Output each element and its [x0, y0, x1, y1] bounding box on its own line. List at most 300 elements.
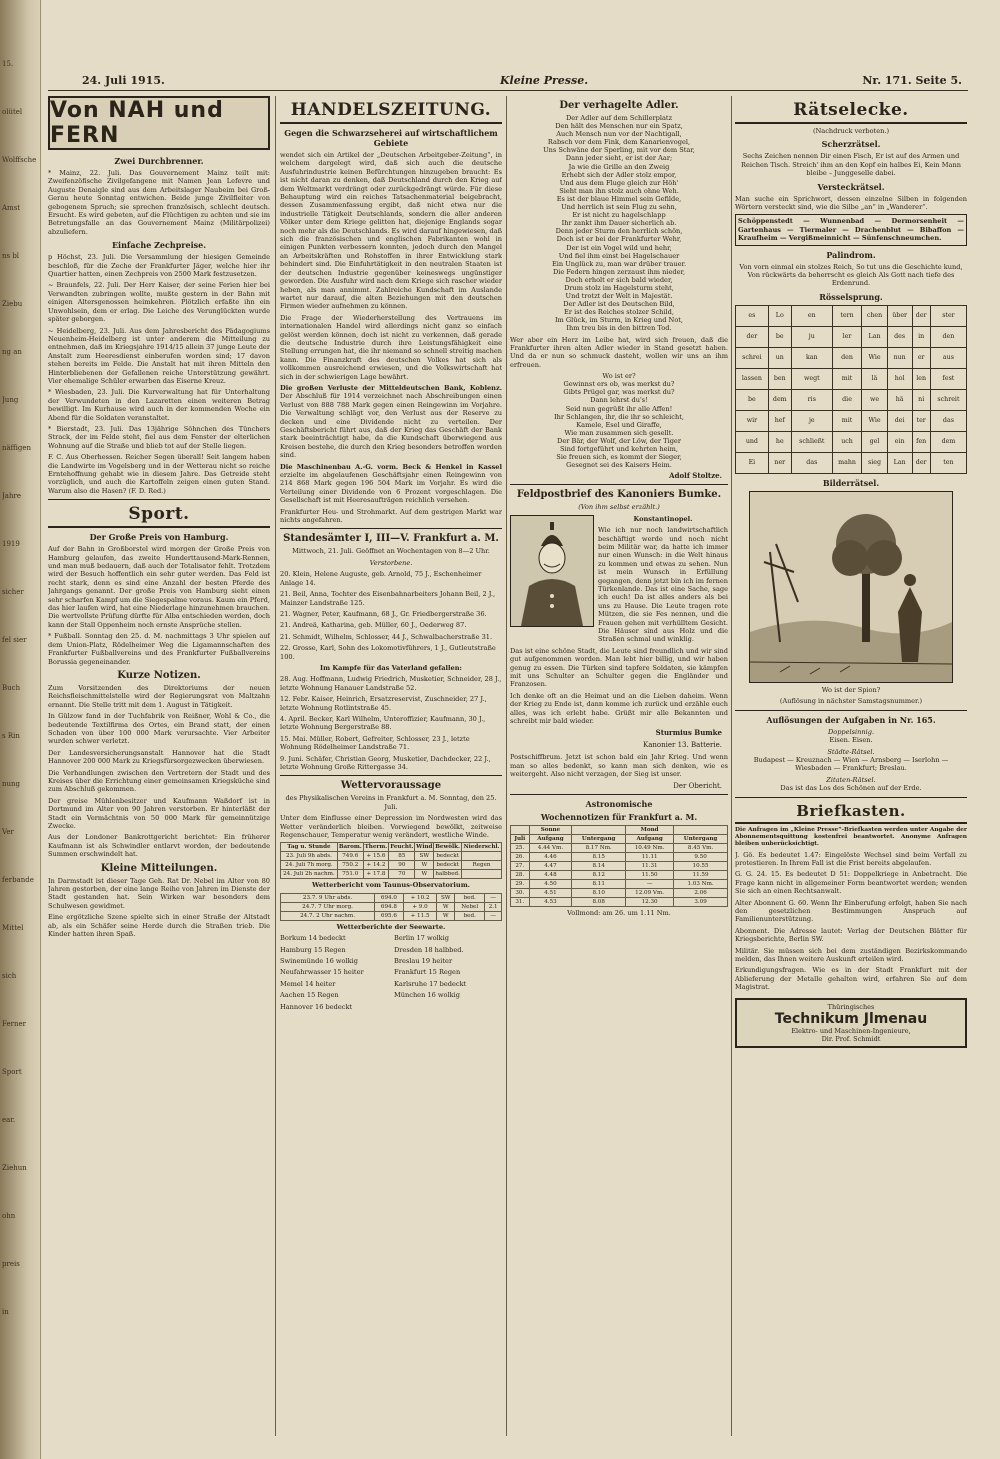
subheadline: Im Kampfe für das Vaterland gefallen:	[320, 663, 462, 672]
table-cell: 28.	[511, 870, 530, 879]
paragraph: Wo ist er?	[602, 372, 636, 381]
table-row	[511, 843, 728, 852]
divider	[735, 710, 967, 711]
article	[48, 684, 270, 859]
spine-fragment: preis	[2, 1260, 20, 1268]
table-cell: 8.15	[572, 852, 626, 861]
table-cell: schrei	[736, 347, 769, 368]
section-logo-von-nah-und-fern: Von NAH und FERN	[48, 96, 270, 150]
table-cell: nun	[887, 347, 912, 368]
table-row	[511, 825, 728, 834]
paragraph: In Gülzow fand in der Tuchfabrik von Reißner, Wohl & Co., die bedeutende Textilfirma des Ortes, ein Brand statt, der einen Schaden von über 100 000 Mark verursachte. Vier Arbeiter wurden schwer verletzt.	[48, 712, 270, 746]
masthead	[48, 72, 968, 91]
column-rule	[275, 96, 276, 1436]
table-cell: SW	[437, 893, 455, 902]
letter-block	[510, 515, 728, 647]
paragraph: Ein Unglück zu, man war drüber trauer.	[551, 259, 687, 268]
table-cell: 27.	[511, 861, 530, 870]
paragraph: Aus der Londoner Bankrottgericht berichtet: Ein früherer Kaufmann ist als Schwindler entlarvt worden, der bedeutende Summen erschwindelt hat.	[48, 833, 270, 859]
spine-fragment: Mittel	[2, 924, 24, 932]
paragraph: 28. Aug. Hoffmann, Ludwig Friedrich, Musketier, Schneider, 28 J., letzte Wohnung Hanauer Landstraße 52.	[280, 675, 502, 692]
table-cell: und	[736, 431, 769, 452]
table-cell: ju	[791, 326, 832, 347]
table-cell: 24.7. 7 Uhr morg.	[281, 902, 375, 911]
table-cell: 11.50	[626, 870, 674, 879]
letter-signature: Sturmius Bumke	[655, 728, 722, 738]
table-cell: wegt	[791, 368, 832, 389]
table-cell: 8.17 Nm.	[572, 843, 626, 852]
table-cell: len	[912, 368, 930, 389]
paragraph: Ihm treu bis in den bittren Tod.	[566, 324, 672, 333]
spine-fragment: olütel	[2, 108, 23, 116]
table-cell: mahn	[832, 452, 861, 473]
paragraph: ~ Heidelberg, 23. Juli. Aus dem Jahresbericht des Pädagogiums Neuenheim-Heidelberg ist unter anderem die Mitteilung zu entnehmen, daß im Kriegsjahre 1914/15 allein 37 junge Leute der Anstalt zum Heeresdienst einberufen worden sind; 17 davon stehen bereits im Felde. Die Anstalt hat mit ihren Mitteln den Hinterbliebenen der Gefallenen reiche Unterstützung gewährt. Vier ehemalige Schüler erwarben das Eiserne Kreuz.	[48, 326, 270, 385]
letter-text: Postschiffbrum. Jetzt ist schon bald ein Jahr Krieg. Und wenn man so alles bedenkt, so kann man sich denken, wie es weitergeht. Also nicht verzagen, der Sieg ist unser.	[510, 753, 728, 779]
article	[48, 253, 270, 278]
table-row	[511, 879, 728, 888]
table-cell: 70	[389, 870, 415, 879]
table-row	[736, 326, 967, 347]
table-cell: ris	[791, 389, 832, 410]
table-row	[281, 911, 502, 920]
table-cell: 8.45 Vm.	[674, 843, 728, 852]
divider	[280, 528, 502, 529]
paragraph: Dann jeder sieht, er ist der Aar;	[565, 154, 673, 163]
roesselsprung-grid	[735, 305, 967, 474]
paragraph: Berlin 17 wolkig	[394, 934, 449, 943]
paragraph: Die Federn hingen zerzaust ihm nieder,	[552, 267, 686, 276]
advertisement-technikum	[735, 998, 967, 1048]
table-cell: hef	[768, 410, 791, 431]
table-cell: 25.	[511, 843, 530, 852]
article	[48, 545, 270, 666]
paragraph: 21. Schmidt, Wilhelm, Schlosser, 44 J., Schwalbacherstraße 31.	[280, 632, 493, 641]
letter-text: Ich denke oft an die Heimat und an die Lieben daheim. Wenn der Krieg zu Ende ist, dann komme ich zurück und erzähle euch alles, was ich erlebt habe. Grüßt mir alle Bekannten und schreibt mir bald wieder.	[510, 691, 728, 726]
paragraph: Hamburg 15 Regen	[280, 945, 346, 954]
paragraph: Memel 14 heiter	[280, 979, 336, 988]
table-row	[736, 452, 967, 473]
table-row	[511, 852, 728, 861]
table-cell: Wie	[862, 347, 888, 368]
table-cell: + 15.6	[363, 852, 389, 861]
divider	[280, 775, 502, 776]
paragraph: Der greise Mühlenbesitzer und Kaufmann Waßdorf ist in Dortmund im Alter von 90 Jahren verstorben. Er hinterläßt der Stadt ein Vermächtnis von 50 000 Mark für gemeinnützige Zwecke.	[48, 796, 270, 830]
table-cell: 23. Juli 9h abds.	[281, 852, 338, 861]
paragraph: München 16 wolkig	[394, 991, 460, 1000]
headline: Astronomische	[585, 798, 653, 809]
table-cell: halbbed.	[435, 871, 460, 878]
solution-text: Eisen. Eisen.	[829, 736, 873, 745]
subheadline: Wetterberichte der Seewarte.	[336, 922, 446, 931]
section-title-handelszeitung: HANDELSZEITUNG.	[280, 100, 502, 124]
paragraph: Ja wie die Grille an den Zweig	[568, 162, 670, 171]
table-cell: 31.	[511, 897, 530, 906]
table-cell: 10.55	[674, 861, 728, 870]
spine-fragment: ferbande	[2, 876, 34, 884]
spine-fragment: ear.	[2, 1116, 16, 1124]
table-cell: 694.0	[375, 893, 404, 902]
puzzle-note: (Auflösung in nächster Samstagsnummer.)	[779, 697, 923, 706]
table-cell: hä	[887, 389, 912, 410]
table-cell: 8.12	[572, 870, 626, 879]
table-cell	[462, 870, 502, 879]
table-row	[511, 897, 728, 906]
table-cell: bed.	[455, 911, 485, 920]
paragraph: Doch ist er bei der Frankfurter Wehr,	[556, 235, 682, 244]
table-cell: gel	[862, 431, 888, 452]
binding-spine	[0, 0, 41, 1459]
table-row	[281, 870, 502, 879]
table-row	[511, 834, 728, 843]
table-cell: Untergang	[572, 834, 626, 843]
paragraph: * Fußball. Sonntag den 25. d. M. nachmittags 3 Uhr spielen auf dem Union-Platz, Rödelheimer Weg die Ligamannschaften des Frankfurter Fußballvereins und des Frankfurter Fußballvereins Borussia gegeneinander.	[48, 632, 270, 666]
table-cell: 1.03 Nm.	[674, 879, 728, 888]
paragraph: Der Bär, der Wolf, der Löw, der Tiger	[557, 436, 681, 445]
table-cell: SW	[415, 852, 434, 861]
table-cell	[511, 825, 530, 834]
column-puzzles	[735, 96, 967, 1436]
table-cell: ster	[930, 305, 966, 326]
puzzle-title: Rösselsprung.	[819, 291, 883, 302]
solutions-title: Auflösungen der Aufgaben in Nr. 165.	[766, 714, 936, 725]
table-cell: fest	[930, 368, 966, 389]
astronomical-note: Vollmond: am 26. um 1.11 Nm.	[567, 908, 671, 917]
table-cell: Ei	[736, 452, 769, 473]
table-cell: bedeckt	[434, 861, 462, 870]
table-row	[736, 389, 967, 410]
spine-fragment: Amst	[2, 204, 21, 212]
table-cell: dem	[930, 431, 966, 452]
paragraph: Breslau 19 heiter	[394, 957, 453, 966]
market-note: Frankfurter Heu- und Strohmarkt. Auf dem gestrigen Markt war nichts angefahren.	[280, 507, 502, 525]
paragraph: Dann lehrst du's!	[590, 396, 648, 405]
paragraph: Wie man zusammen sich gesellt.	[564, 428, 674, 437]
paragraph: Seid nun gegrüßt ihr alle Affen!	[565, 404, 673, 413]
table-cell: der	[912, 452, 930, 473]
briefkasten-note: Die Anfragen im „Kleine Presse“-Briefkasten werden unter Angabe der Abonnementsquittung kostenfrei beantwortet. Anonyme Anfragen bleiben unberücksichtigt.	[735, 826, 967, 847]
spine-fragment: s Rin	[2, 732, 20, 740]
paragraph: Und fiel ihm einst bei Hagelschauer	[558, 251, 680, 260]
paragraph: Gibts Prügel gar, was merkst du?	[563, 388, 675, 397]
seewarte-list	[280, 934, 502, 1011]
letter-signature-editor: Der Obericht.	[673, 781, 722, 790]
table-cell: 8.08	[572, 897, 626, 906]
paragraph: Borkum 14 bedeckt	[280, 934, 346, 943]
table-cell: je	[791, 410, 832, 431]
table-cell: he	[768, 431, 791, 452]
paragraph: Es ist der blaue Himmel sein Gefilde,	[556, 194, 682, 203]
soldier-portrait-illustration	[510, 515, 594, 627]
puzzle-words: Schöppenstedt — Wunnenbad — Dermorsenheit — Gartenhaus — Tiermaler — Drachenblut — Bibaffon — Kraufheim — Vergißmeinnicht — Sünfenschneumchen.	[735, 214, 967, 245]
paragraph: Und aus dem Fluge gleich zur Höh'	[559, 178, 679, 187]
table-row	[736, 410, 967, 431]
table-cell: aus	[930, 347, 966, 368]
letter-heading: Konstantinopel.	[633, 514, 693, 523]
headline: Der Große Preis von Hamburg.	[89, 532, 229, 543]
table-cell: 2.06	[674, 888, 728, 897]
article	[48, 877, 270, 939]
paragraph: 15. Mai. Müller, Robert, Gefreiter, Schlosser, 23 J., letzte Wohnung Rödelheimer Landstraße 71.	[280, 734, 470, 752]
table-cell: 4.44 Vm.	[529, 843, 572, 852]
table-cell: 8.11	[572, 879, 626, 888]
table-cell	[674, 825, 728, 834]
table-cell: Therm.	[364, 844, 388, 851]
spine-fragment: nung	[2, 780, 21, 788]
table-cell: 30.	[511, 888, 530, 897]
table-cell: Nebel	[455, 902, 485, 911]
solution-label: Doppelsinnig.	[827, 727, 875, 736]
paragraph: Auf der Bahn in Großborstel wird morgen der Große Preis von Hamburg gelaufen, das zweite Hunderttausend-Mark-Rennen, und man muß bedauern, daß auch der Totalisator fehlt. Trotzdem wird der Besuch hoffentlich ein sehr guter werden. Das Feld ist recht stark, denn es sind eine Anzahl der besten Pferde des Jahrgangs genannt. Der große Preis von Hamburg sieht einen sehr scharfen Kampf um die Siegespalme voraus. Kaum ein Pferd, das hier laufen wird, hat eine Niederlage hinzunehmen brauchen. Die wertvollste Prüfung dürfte für Alba entschieden werden, doch kann der Stall Oppenheim noch ernste Ansprüche stellen.	[48, 545, 270, 629]
spine-fragment: ohn	[2, 1212, 16, 1220]
paragraph: * Mainz, 22. Juli. Das Gouvernement Mainz teilt mit: Zweifenzöfische Zivilgefangene mit Namen Jean Lefevre und Auguste Denaigle sind aus dem Arbeitslager Naubeim bei Groß-Gerau heute Sonntag entwichen. Beide junge Zivilfleiter von gebogenem Spruch; sie sprechen französisch, schlecht deutsch. Ersucht. Es wird gebeten, auf die Flüchtigen zu achten und sie im Betretungsfalle an das Gouvernement Mainz (Militärpolizei) abzuliefern.	[48, 169, 270, 236]
table-cell: Lan	[862, 326, 888, 347]
paragraph: Gewinnst ers ob, was merkst du?	[563, 380, 675, 389]
picture-puzzle-illustration	[749, 491, 953, 683]
paragraph: Denn jeder Sturm den herrlich schön,	[555, 227, 683, 236]
paragraph: Doch erholt er sich bald wieder,	[565, 275, 673, 284]
article	[48, 169, 270, 236]
divider	[510, 484, 728, 485]
puzzle-title: Palindrom.	[826, 249, 876, 260]
table-cell: 11.59	[674, 870, 728, 879]
paragraph: Den hält des Menschen nur ein Spatz,	[555, 122, 683, 131]
table-cell: bed.	[455, 893, 485, 902]
headline: Die großen Verluste der Mitteldeutschen Bank, Koblenz.	[280, 383, 502, 392]
table-cell: chen	[862, 305, 888, 326]
table-cell: —	[485, 911, 502, 920]
paragraph: Gesegnet sei des Kaisers Heim.	[566, 461, 672, 470]
ad-title: Technikum Jlmenau	[774, 1010, 928, 1027]
landscape-tree-icon	[750, 492, 952, 682]
spine-fragment: Buch	[2, 684, 21, 692]
table-cell: Aufgang	[529, 834, 572, 843]
table-cell: 23.7. 9 Uhr abds.	[281, 893, 375, 902]
puzzle-title: Versteckrätsel.	[817, 181, 885, 192]
paragraph: Erkundigungsfragen. Wie es in der Stadt Frankfurt mit der Ablieferung der Metalle gehalten wird, erfahren Sie auf dem Magistrat.	[735, 966, 967, 992]
paragraph: Und herrlich ist sein Flug zu sehn,	[561, 203, 677, 212]
column-rule	[506, 96, 507, 1436]
table-cell	[572, 825, 626, 834]
table-cell: 24. Juli 2h nachm.	[281, 870, 338, 879]
table-cell: 12.30	[626, 897, 674, 906]
paragraph: Der Landesversicherungsanstalt Hannover hat die Stadt Hannover 200 000 Mark zu Kriegsfürsorgezwecken überwiesen.	[48, 748, 270, 766]
headline: Zwei Durchbrenner.	[114, 156, 204, 166]
masthead-paper-name: Kleine Presse.	[500, 74, 589, 87]
table-cell: das	[930, 410, 966, 431]
paragraph: Der ist ein Vogel wild und hehr,	[566, 243, 672, 252]
table-cell: 24. Juli 7h morg.	[281, 861, 338, 870]
solution-text: Budapest — Kreuznach — Wien — Arnsberg — Iserlohn — Wiesbaden — Frankfurt; Breslau.	[753, 755, 949, 773]
letter-signature-rank: Kanonier 13. Batterie.	[643, 741, 722, 750]
table-cell: schreit	[930, 389, 966, 410]
table-cell: ter	[912, 410, 930, 431]
paragraph: Sie freuen sich, es kommt der Sieger,	[556, 453, 682, 462]
table-cell: W	[437, 902, 455, 911]
paragraph: 21. Andreä, Katharina, geb. Müller, 60 J., Oederweg 87.	[280, 621, 467, 630]
paragraph: Im Glück, im Sturm, in Krieg und Not,	[554, 316, 684, 325]
paragraph: Aachen 15 Regen	[280, 991, 339, 1000]
paragraph: Hannover 16 bedeckt	[280, 1002, 353, 1011]
table-cell: —	[485, 893, 502, 902]
table-cell: Juli	[511, 834, 530, 843]
paragraph: Karlsruhe 17 bedeckt	[394, 979, 467, 988]
poem-prose: Wer aber ein Herz im Leibe hat, wird sich freuen, daß die Frankfurter ihren alten Adler wieder in Stand gesetzt haben. Und da er nun so schmuck dasteht, wollen wir uns an ihm erfreuen.	[510, 335, 728, 369]
table-cell: Wie	[862, 410, 888, 431]
spine-fragment: Wolffsche	[2, 156, 36, 164]
table-cell: Lan	[887, 452, 912, 473]
spine-fragment: Ziehun	[2, 1164, 27, 1172]
table-cell: 90	[389, 861, 415, 870]
table-cell: W	[415, 861, 434, 870]
table-row	[736, 368, 967, 389]
table-cell: Regen	[462, 861, 502, 870]
table-cell: der	[736, 326, 769, 347]
poem	[510, 114, 728, 333]
table-cell: den	[832, 347, 861, 368]
paragraph: Swinemünde 16 wolkig	[280, 957, 358, 966]
paragraph: 9. Juni. Schäfer, Christian Georg, Musketier, Dachdecker, 22 J., letzte Wohnung Große Rittergasse 34.	[280, 754, 491, 771]
table-cell: fen	[912, 431, 930, 452]
table-cell: dem	[768, 389, 791, 410]
paragraph: Zum Vorsitzenden des Direktoriums der neuen Reichsfleischmittelstelle wird der Regierungsrat von Maltzahn ernannt. Die Stelle tritt mit dem 1. August in Tätigkeit.	[48, 683, 270, 709]
table-cell: Untergang	[674, 834, 728, 843]
table-row	[281, 861, 502, 870]
paragraph: Sind fortgeführt und kehrten heim,	[560, 445, 678, 453]
paragraph: Drum stolz im Hagelsturm steht,	[564, 283, 674, 292]
paragraph: 20. Klein, Helene Auguste, geb. Arnold, 75 J., Eschenheimer Anlage 14.	[280, 570, 482, 587]
table-row	[281, 843, 502, 852]
table-cell: be	[768, 326, 791, 347]
table-cell: 12.09 Vm.	[626, 888, 674, 897]
table-cell: ner	[768, 452, 791, 473]
spine-fragment: Jung	[2, 396, 19, 404]
table-cell: bedeckt	[434, 852, 462, 861]
paragraph: p Höchst, 23. Juli. Die Versammlung der hiesigen Gemeinde beschloß, für die Zeche der Frankfurter Jäger, welche hier ihr Quartier hatten, einen Zechpreis von 2500 Mark festzusetzen.	[48, 253, 270, 279]
astronomical-table	[510, 825, 728, 907]
table-cell: 85	[389, 852, 415, 861]
paragraph: Die Frage der Wiederherstellung des Vertrauens im internationalen Handel wird allerdings nicht ganz so einfach gelöst werden können, doch ist nicht zu verkennen, daß gerade die deutsche Industrie durch ihre Leistungsfähigkeit eine Stellung errungen hat, die ihr niemand so schnell streitig machen kann. Die Finanzkraft des deutschen Volkes hat sich als vollkommen ausreichend erwiesen, und die Volkswirtschaft hat sich in der schwierigen Lage bewährt.	[280, 313, 502, 381]
table-cell: tern	[832, 305, 861, 326]
briefkasten-answers	[735, 851, 967, 992]
table-cell: W	[437, 911, 455, 920]
table-cell: 4.50	[529, 879, 572, 888]
headline: Standesämter I, III—V. Frankfurt a. M.	[283, 533, 499, 545]
paragraph: G. G. 24. 15. Es bedeutet D 51: Doppelkriege in Anbetracht. Die Frage kann nicht in allgemeiner Form beantwortet werden; wenden Sie sich an einen Rechtsanwalt.	[735, 870, 967, 896]
table-cell: 4.51	[529, 888, 572, 897]
paragraph: Militär. Sie müssen sich bei dem zuständigen Bezirkskommando melden, das Ihnen weitere Auskunft erteilen wird.	[735, 946, 967, 963]
table-cell: 24.7. 2 Uhr nachm.	[281, 911, 375, 920]
headline: Wettervoraussage	[340, 780, 442, 792]
spine-fragment: 15.	[2, 60, 14, 68]
taunus-table	[280, 893, 502, 921]
ad-prefix: Thüringisches	[827, 1002, 875, 1011]
table-cell: schließt	[791, 431, 832, 452]
table-cell: 751.0	[337, 870, 363, 879]
paragraph: Erhebt sich der Adler stolz empor,	[561, 170, 677, 179]
table-cell: 4.48	[529, 870, 572, 879]
fallen-list	[280, 675, 502, 771]
table-cell: ni	[912, 389, 930, 410]
solution-text: Das ist das Los des Schönen auf der Erde.	[780, 784, 922, 793]
section-title-misc: Kleine Mitteilungen.	[100, 862, 218, 874]
paragraph: Abonnent. Die Adresse lautet: Verlag der Deutschen Blätter für Kriegsberichte, Berlin SW.	[735, 926, 967, 944]
table-cell: wir	[736, 410, 769, 431]
table-cell: we	[862, 389, 888, 410]
headline: Die Maschinenbau A.-G. vorm. Beck & Henkel in Kassel	[280, 462, 502, 471]
subheadline: Wochennotizen für Frankfurt a. M.	[540, 811, 698, 822]
paragraph: Auch Mensch nun vor der Nachtigall,	[556, 130, 682, 139]
puzzle-text: Man suche ein Sprichwort, dessen einzelne Silben in folgenden Wörtern versteckt sind, wie die Silbe „an“ in „Wanderer“.	[735, 194, 967, 212]
subheadline: Wetterbericht vom Taunus-Observatorium.	[312, 881, 470, 890]
section-title-raetselecke: Rätselecke.	[735, 100, 967, 124]
spine-fragment: Ver	[2, 828, 14, 836]
paragraph: Dresden 18 halbbed.	[394, 945, 464, 954]
table-cell: 4.53	[529, 897, 572, 906]
paragraph: 4. April. Becker, Karl Wilhelm, Unteroffizier, Kaufmann, 30 J., letzte Wohnung Bergerstraße 88.	[280, 714, 486, 732]
table-cell: lassen	[736, 368, 769, 389]
paragraph: 12. Febr. Kaiser, Heinrich, Ersatzreservist, Zuschneider, 27 J., letzte Wohnung Rotlintstraße 45.	[280, 695, 487, 712]
table-cell: Niederschl.	[462, 843, 502, 852]
table-cell: mit	[832, 368, 861, 389]
death-list	[280, 570, 502, 661]
table-cell: + 10.2	[403, 893, 437, 902]
table-cell: Wind	[416, 844, 433, 851]
table-cell: uch	[832, 431, 861, 452]
paragraph: Frankfurt 15 Regen	[394, 968, 461, 977]
spine-fragment: Sport	[2, 1068, 22, 1076]
spine-fragment: sicher	[2, 588, 24, 596]
table-cell: es	[736, 305, 769, 326]
column-business	[280, 96, 502, 1436]
letter-text: Wie ich nur noch landwirtschaftlich beschäftigt werde und noch nicht beim Militär war, da hatte ich immer nur einen Wunsch: in die Welt hinaus zu kommen und etwas zu sehen. Nun ist mein Wunsch in Erfüllung gegangen, denn jetzt bin ich im fernen Türkenlande. Das ist eine Sache, sage ich euch! Da ist alles anders als bei uns zu Hause. Die Leute tragen rote Mützen, die sie Fes nennen, und die Frauen gehen mit verhülltem Gesicht. Die Häuser sind aus Holz und die Straßen schmal und winklig.	[598, 526, 728, 644]
puzzle-title: Scherzrätsel.	[821, 139, 881, 150]
paragraph: Er ist nicht zu hagelschlapp	[572, 211, 666, 220]
puzzle-title: Bilderrätsel.	[822, 477, 880, 488]
table-cell: W	[415, 870, 434, 879]
table-cell: Barom.	[338, 844, 362, 851]
masthead-date: 24. Juli 1915.	[82, 74, 165, 87]
paragraph: 22. Grosse, Karl, Sohn des Lokomotivführers, 1 J., Gutleutstraße 100.	[280, 644, 496, 661]
table-cell: 694.8	[375, 902, 404, 911]
table-cell: Bewölk.	[435, 844, 460, 851]
paragraph: Die Verhandlungen zwischen den Vertretern der Stadt und des Kreises über die Errichtung einer gemeinsamen Kriegsküche sind zum Abschluß gekommen.	[48, 768, 270, 794]
table-row	[511, 888, 728, 897]
paragraph: Sieht man ihn stolz auch ohne Weh.	[559, 186, 679, 195]
spine-fragment: ns bl	[2, 252, 20, 260]
column-rule	[731, 96, 732, 1436]
table-cell: 695.6	[375, 911, 404, 920]
table-cell: sieg	[862, 452, 888, 473]
spine-fragment: in	[2, 1308, 9, 1316]
paragraph: Ihr Schlangen, ihr, die ihr so schleicht,	[554, 412, 684, 421]
paragraph: Rabsch vor dem Fink, dem Kanarienvogel,	[547, 138, 691, 147]
table-cell: 11.31	[626, 861, 674, 870]
table-cell: + 9.0	[403, 902, 437, 911]
table-row	[281, 902, 502, 911]
table-cell: be	[736, 389, 769, 410]
table-cell: des	[887, 326, 912, 347]
paragraph: Der Adler auf dem Schillerplatz	[565, 114, 673, 122]
subheadline: Mittwoch, 21. Juli. Geöffnet an Wochentagen von 8—2 Uhr.	[292, 547, 490, 556]
table-cell: 8.10	[572, 888, 626, 897]
table-cell: 3.09	[674, 897, 728, 906]
table-cell: 2.1	[485, 902, 502, 911]
spine-fragment: ng an	[2, 348, 22, 356]
table-cell: 9.50	[674, 852, 728, 861]
table-cell: + 17.8	[363, 870, 389, 879]
table-cell: 10.49 Nm.	[626, 843, 674, 852]
paragraph: In Darmstadt ist dieser Tage Geh. Rat Dr. Nebel im Alter von 80 Jahren gestorben, der eine lange Reihe von Jahren im Dienste der Stadt gestanden hat. Sein Wirken war besonders dem Schulwesen gewidmet.	[48, 876, 270, 910]
